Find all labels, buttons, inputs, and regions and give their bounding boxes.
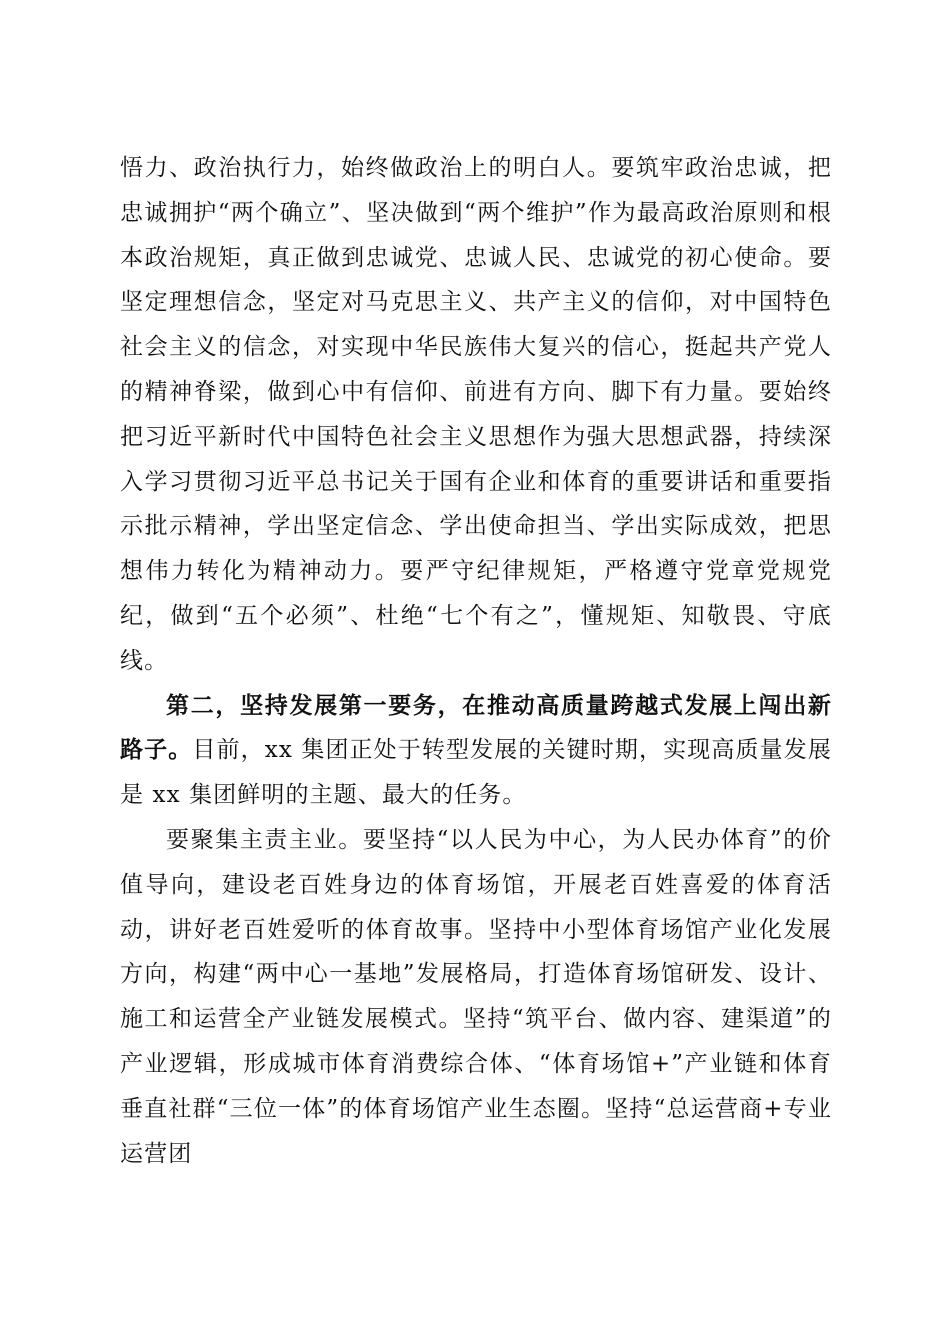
paragraph-2-bold-lead: 第二，坚持发展第一要务，在推动高质量跨越式发展上闯出新路子。 (120, 691, 832, 764)
paragraph-3 (120, 818, 832, 1176)
paragraph-2 (120, 684, 832, 818)
paragraph-1 (120, 146, 832, 684)
paragraph-1-text: 悟力、政治执行力，始终做政治上的明白人。要筑牢政治忠诚，把忠诚拥护“两个确立”、坚决做到“两个维护”作为最高政治原则和根本政治规矩，真正做到忠诚党、忠诚人民、忠诚党的初心使命。要坚定理想信念，坚定对马克思主义、共产主义的信仰，对中国特色社会主义的信念，对实现中华民族伟大复兴的信心，挺起共产党人的精神脊梁，做到心中有信仰、前进有方向、脚下有力量。要始终把习近平新时代中国特色社会主义思想作为强大思想武器，持续深入学习贯彻习近平总书记关于国有企业和体育的重要讲话和重要指示批示精神，学出坚定信念、学出使命担当、学出实际成效，把思想伟力转化为精神动力。要严守纪律规矩，严格遵守党章党规党纪，做到“五个必须”、杜绝“七个有之”，懂规矩、知敬畏、守底线。 (120, 155, 832, 674)
paragraph-3-text: 要聚集主责主业。要坚持“以人民为中心，为人民办体育”的价值导向，建设老百姓身边的体育场馆，开展老百姓喜爱的体育活动，讲好老百姓爱听的体育故事。坚持中小型体育场馆产业化发展方向，构建“两中心一基地”发展格局，打造体育场馆研发、设计、施工和运营全产业链发展模式。坚持“筑平台、做内容、建渠道”的产业逻辑，形成城市体育消费综合体、“体育场馆+”产业链和体育垂直社群“三位一体”的体育场馆产业生态圈。坚持“总运营商+专业运营团 (120, 826, 832, 1167)
paragraph-2-text: 目前，xx 集团正处于转型发展的关键时期，实现高质量发展是 xx 集团鲜明的主题、最大的任务。 (120, 737, 832, 809)
document-body (120, 146, 832, 1176)
